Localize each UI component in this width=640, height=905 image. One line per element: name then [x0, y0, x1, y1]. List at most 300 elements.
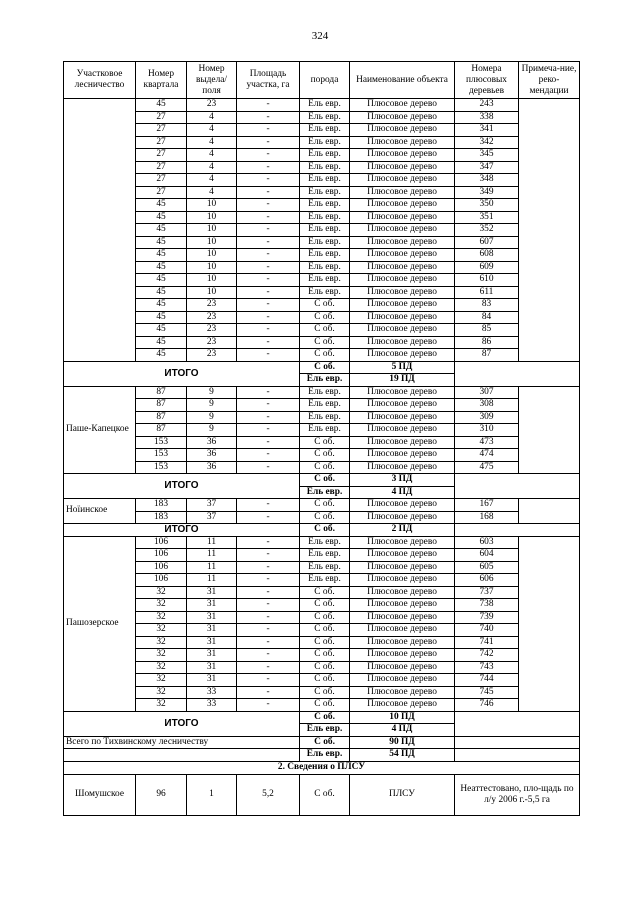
species-cell: Ель евр. [300, 549, 350, 562]
species-cell: Ель евр. [300, 186, 350, 199]
plot-cell: 31 [187, 636, 237, 649]
tree-number-cell: 610 [455, 274, 519, 287]
area-cell: - [237, 386, 300, 399]
area-cell: - [237, 136, 300, 149]
object-cell: Плюсовое дерево [350, 436, 455, 449]
tree-number-cell: 168 [455, 511, 519, 524]
tree-number-cell: 86 [455, 336, 519, 349]
table-row [64, 661, 580, 674]
species-cell: С об. [300, 349, 350, 362]
quarter-cell: 45 [136, 99, 187, 112]
species-cell: Ель евр. [300, 536, 350, 549]
tree-number-cell: 737 [455, 586, 519, 599]
plot-cell: 31 [187, 599, 237, 612]
table-row [64, 624, 580, 637]
species-cell: С об. [300, 611, 350, 624]
plot-cell: 11 [187, 574, 237, 587]
plot-cell: 36 [187, 436, 237, 449]
plot-cell: 33 [187, 699, 237, 712]
area-cell: - [237, 411, 300, 424]
object-cell: Плюсовое дерево [350, 649, 455, 662]
total-row [64, 361, 580, 374]
plot-cell: 31 [187, 586, 237, 599]
quarter-cell: 27 [136, 186, 187, 199]
quarter-cell: 32 [136, 649, 187, 662]
grand-total-row [64, 749, 580, 762]
object-cell: Плюсовое дерево [350, 661, 455, 674]
species-cell: Ель евр. [300, 211, 350, 224]
species-cell: Ель евр. [300, 561, 350, 574]
table-row [64, 161, 580, 174]
tree-number-cell: 604 [455, 549, 519, 562]
quarter-cell: 45 [136, 311, 187, 324]
species-cell: С об. [300, 674, 350, 687]
species-cell: Ель евр. [300, 274, 350, 287]
object-cell: Плюсовое дерево [350, 386, 455, 399]
tree-number-cell: 746 [455, 699, 519, 712]
object-cell: Плюсовое дерево [350, 149, 455, 162]
species-cell: Ель евр. [300, 386, 350, 399]
area-cell: - [237, 149, 300, 162]
plot-cell: 11 [187, 536, 237, 549]
header-quarter: Номер квартала [136, 62, 187, 99]
tree-number-cell: 345 [455, 149, 519, 162]
species-cell: Ель евр. [300, 224, 350, 237]
area-cell: - [237, 599, 300, 612]
species-cell: С об. [300, 436, 350, 449]
quarter-cell: 45 [136, 199, 187, 212]
area-cell: - [237, 299, 300, 312]
species-cell: С об. [300, 511, 350, 524]
object-cell: Плюсовое дерево [350, 186, 455, 199]
total-empty-cell [455, 524, 580, 537]
area-cell: - [237, 349, 300, 362]
plot-cell: 10 [187, 199, 237, 212]
area-cell: - [237, 661, 300, 674]
species-cell: Ель евр. [300, 261, 350, 274]
species-cell: Ель евр. [300, 149, 350, 162]
area-cell: - [237, 324, 300, 337]
tree-number-cell: 308 [455, 399, 519, 412]
tree-number-cell: 85 [455, 324, 519, 337]
total-count-cell: 19 ПД [350, 374, 455, 387]
section2-title: 2. Сведения о ПЛСУ [64, 761, 580, 774]
header-species: порода [300, 62, 350, 99]
plot-cell: 11 [187, 549, 237, 562]
total-row [64, 474, 580, 487]
tree-number-cell: 607 [455, 236, 519, 249]
table-body [64, 99, 580, 816]
quarter-cell: 45 [136, 299, 187, 312]
area-cell: - [237, 186, 300, 199]
total-empty-cell [455, 361, 580, 386]
area-cell: - [237, 511, 300, 524]
tree-number-cell: 350 [455, 199, 519, 212]
object-cell: Плюсовое дерево [350, 286, 455, 299]
species-cell: Ель евр. [300, 136, 350, 149]
area-cell: - [237, 286, 300, 299]
total-count-cell: 5 ПД [350, 361, 455, 374]
species-cell: С об. [300, 599, 350, 612]
quarter-cell: 45 [136, 211, 187, 224]
species-cell: Ель евр. [300, 161, 350, 174]
tree-number-cell: 475 [455, 461, 519, 474]
quarter-cell: 45 [136, 336, 187, 349]
plot-cell: 10 [187, 274, 237, 287]
object-cell: Плюсовое дерево [350, 324, 455, 337]
object-cell: Плюсовое дерево [350, 424, 455, 437]
species-cell: С об. [300, 324, 350, 337]
object-cell: Плюсовое дерево [350, 211, 455, 224]
species-cell: С об. [300, 699, 350, 712]
species-cell: С об. [300, 686, 350, 699]
quarter-cell: 106 [136, 574, 187, 587]
plot-cell: 4 [187, 149, 237, 162]
quarter-cell: 32 [136, 624, 187, 637]
species-cell: Ель евр. [300, 249, 350, 262]
grand-total-row [64, 736, 580, 749]
tree-number-cell: 611 [455, 286, 519, 299]
total-species-cell: Ель евр. [300, 724, 350, 737]
quarter-cell: 183 [136, 511, 187, 524]
table-row [64, 124, 580, 137]
tree-number-cell: 606 [455, 574, 519, 587]
object-cell: Плюсовое дерево [350, 536, 455, 549]
table-row [64, 686, 580, 699]
table-row [64, 149, 580, 162]
forestry-name-cell: Ноїинское [64, 499, 136, 524]
area-cell: - [237, 499, 300, 512]
plot-cell: 10 [187, 211, 237, 224]
area-cell: - [237, 174, 300, 187]
total-count-cell: 4 ПД [350, 724, 455, 737]
forestry-name-cell: Паше-Капецкое [64, 386, 136, 474]
grand-total-empty-cell [64, 749, 300, 762]
quarter-cell: 27 [136, 124, 187, 137]
object-cell: Плюсовое дерево [350, 499, 455, 512]
grand-total-species-cell: С об. [300, 736, 350, 749]
table-row [64, 136, 580, 149]
quarter-cell: 32 [136, 661, 187, 674]
area-cell: - [237, 574, 300, 587]
species-cell: С об. [300, 336, 350, 349]
plot-cell: 10 [187, 286, 237, 299]
tree-number-cell: 738 [455, 599, 519, 612]
area-cell: - [237, 311, 300, 324]
table-row [64, 449, 580, 462]
object-cell: Плюсовое дерево [350, 461, 455, 474]
table-row [64, 286, 580, 299]
quarter-cell: 45 [136, 274, 187, 287]
quarter-cell: 45 [136, 249, 187, 262]
table-row [64, 586, 580, 599]
plot-cell: 4 [187, 186, 237, 199]
species-cell: Ель евр. [300, 124, 350, 137]
plot-cell: 36 [187, 461, 237, 474]
area-cell: - [237, 674, 300, 687]
plot-cell: 4 [187, 136, 237, 149]
tree-number-cell: 743 [455, 661, 519, 674]
area-cell: - [237, 336, 300, 349]
plot-cell: 4 [187, 111, 237, 124]
plsu-forestry-cell: Шомушское [64, 774, 136, 815]
area-cell: - [237, 436, 300, 449]
species-cell: С об. [300, 461, 350, 474]
area-cell: - [237, 99, 300, 112]
tree-number-cell: 347 [455, 161, 519, 174]
tree-number-cell: 87 [455, 349, 519, 362]
plot-cell: 4 [187, 174, 237, 187]
area-cell: - [237, 161, 300, 174]
plot-cell: 23 [187, 324, 237, 337]
object-cell: Плюсовое дерево [350, 574, 455, 587]
tree-number-cell: 338 [455, 111, 519, 124]
area-cell: - [237, 424, 300, 437]
area-cell: - [237, 461, 300, 474]
quarter-cell: 45 [136, 324, 187, 337]
object-cell: Плюсовое дерево [350, 224, 455, 237]
tree-number-cell: 167 [455, 499, 519, 512]
total-count-cell: 2 ПД [350, 524, 455, 537]
forestry-name-cell [64, 99, 136, 362]
table-row [64, 299, 580, 312]
grand-total-count-cell: 90 ПД [350, 736, 455, 749]
quarter-cell: 27 [136, 161, 187, 174]
object-cell: Плюсовое дерево [350, 99, 455, 112]
object-cell: Плюсовое дерево [350, 561, 455, 574]
tree-number-cell: 341 [455, 124, 519, 137]
area-cell: - [237, 211, 300, 224]
table-row [64, 424, 580, 437]
area-cell: - [237, 261, 300, 274]
table-row [64, 224, 580, 237]
species-cell: Ель евр. [300, 199, 350, 212]
grand-total-empty-cell [455, 749, 580, 762]
object-cell: Плюсовое дерево [350, 624, 455, 637]
tree-number-cell: 745 [455, 686, 519, 699]
itogo-label: ИТОГО [64, 711, 300, 736]
quarter-cell: 27 [136, 174, 187, 187]
table-row [64, 99, 580, 112]
quarter-cell: 153 [136, 449, 187, 462]
quarter-cell: 87 [136, 399, 187, 412]
header-plot: Номер выдела/ поля [187, 62, 237, 99]
plot-cell: 4 [187, 161, 237, 174]
object-cell: Плюсовое дерево [350, 236, 455, 249]
quarter-cell: 32 [136, 686, 187, 699]
species-cell: С об. [300, 299, 350, 312]
tree-number-cell: 740 [455, 624, 519, 637]
quarter-cell: 87 [136, 386, 187, 399]
object-cell: Плюсовое дерево [350, 299, 455, 312]
object-cell: Плюсовое дерево [350, 411, 455, 424]
table-row [64, 386, 580, 399]
table-row [64, 674, 580, 687]
species-cell: Ель евр. [300, 424, 350, 437]
table-row [64, 599, 580, 612]
page-number: 324 [311, 30, 329, 42]
header-area: Площадь участка, га [237, 62, 300, 99]
object-cell: Плюсовое дерево [350, 449, 455, 462]
table-row [64, 436, 580, 449]
plot-cell: 9 [187, 424, 237, 437]
plot-cell: 31 [187, 674, 237, 687]
tree-number-cell: 474 [455, 449, 519, 462]
tree-number-cell: 309 [455, 411, 519, 424]
tree-number-cell: 603 [455, 536, 519, 549]
area-cell: - [237, 111, 300, 124]
plsu-quarter-cell: 96 [136, 774, 187, 815]
total-count-cell: 3 ПД [350, 474, 455, 487]
plsu-area-cell: 5,2 [237, 774, 300, 815]
species-cell: Ель евр. [300, 174, 350, 187]
tree-number-cell: 310 [455, 424, 519, 437]
area-cell: - [237, 399, 300, 412]
object-cell: Плюсовое дерево [350, 511, 455, 524]
plot-cell: 10 [187, 236, 237, 249]
tree-number-cell: 608 [455, 249, 519, 262]
object-cell: Плюсовое дерево [350, 636, 455, 649]
species-cell: С об. [300, 649, 350, 662]
object-cell: Плюсовое дерево [350, 549, 455, 562]
species-cell: С об. [300, 311, 350, 324]
total-species-cell: С об. [300, 524, 350, 537]
plsu-note-cell: Неаттестовано, пло-щадь по л/у 2006 г.-5,5 га [455, 774, 580, 815]
species-cell: С об. [300, 449, 350, 462]
plot-cell: 9 [187, 386, 237, 399]
total-empty-cell [455, 711, 580, 736]
grand-total-empty-cell [455, 736, 580, 749]
plot-cell: 11 [187, 561, 237, 574]
table-row [64, 399, 580, 412]
quarter-cell: 153 [136, 436, 187, 449]
total-row [64, 711, 580, 724]
notes-cell [519, 536, 580, 711]
plot-cell: 33 [187, 686, 237, 699]
total-empty-cell [455, 474, 580, 499]
table-row [64, 324, 580, 337]
total-count-cell: 4 ПД [350, 486, 455, 499]
quarter-cell: 32 [136, 636, 187, 649]
tree-number-cell: 742 [455, 649, 519, 662]
plot-cell: 10 [187, 261, 237, 274]
quarter-cell: 45 [136, 236, 187, 249]
plot-cell: 36 [187, 449, 237, 462]
area-cell: - [237, 699, 300, 712]
object-cell: Плюсовое дерево [350, 674, 455, 687]
tree-number-cell: 741 [455, 636, 519, 649]
table-row [64, 199, 580, 212]
table-row [64, 211, 580, 224]
area-cell: - [237, 549, 300, 562]
table-row [64, 311, 580, 324]
plot-cell: 37 [187, 499, 237, 512]
quarter-cell: 45 [136, 286, 187, 299]
tree-number-cell: 739 [455, 611, 519, 624]
total-row [64, 524, 580, 537]
object-cell: Плюсовое дерево [350, 311, 455, 324]
table-row [64, 511, 580, 524]
species-cell: Ель евр. [300, 99, 350, 112]
object-cell: Плюсовое дерево [350, 599, 455, 612]
object-cell: Плюсовое дерево [350, 586, 455, 599]
object-cell: Плюсовое дерево [350, 349, 455, 362]
section-title-row [64, 761, 580, 774]
plot-cell: 31 [187, 624, 237, 637]
tree-number-cell: 605 [455, 561, 519, 574]
plot-cell: 23 [187, 349, 237, 362]
table-row [64, 111, 580, 124]
table-row [64, 236, 580, 249]
table-row [64, 699, 580, 712]
species-cell: С об. [300, 624, 350, 637]
object-cell: Плюсовое дерево [350, 161, 455, 174]
table-row [64, 411, 580, 424]
species-cell: С об. [300, 661, 350, 674]
quarter-cell: 87 [136, 411, 187, 424]
tree-number-cell: 352 [455, 224, 519, 237]
object-cell: Плюсовое дерево [350, 136, 455, 149]
plot-cell: 23 [187, 336, 237, 349]
quarter-cell: 106 [136, 536, 187, 549]
quarter-cell: 45 [136, 224, 187, 237]
table-row [64, 636, 580, 649]
quarter-cell: 87 [136, 424, 187, 437]
object-cell: Плюсовое дерево [350, 174, 455, 187]
plot-cell: 37 [187, 511, 237, 524]
table-row [64, 261, 580, 274]
object-cell: Плюсовое дерево [350, 399, 455, 412]
quarter-cell: 106 [136, 561, 187, 574]
plus-trees-table [63, 61, 580, 816]
tree-number-cell: 342 [455, 136, 519, 149]
area-cell: - [237, 649, 300, 662]
table-row [64, 461, 580, 474]
table-row [64, 499, 580, 512]
header-forestry: Участковое лесничество [64, 62, 136, 99]
object-cell: Плюсовое дерево [350, 699, 455, 712]
table-row [64, 536, 580, 549]
area-cell: - [237, 686, 300, 699]
quarter-cell: 45 [136, 261, 187, 274]
tree-number-cell: 609 [455, 261, 519, 274]
header-trees: Номера плюсовых деревьев [455, 62, 519, 99]
area-cell: - [237, 586, 300, 599]
plot-cell: 4 [187, 124, 237, 137]
plsu-species-cell: С об. [300, 774, 350, 815]
plot-cell: 31 [187, 649, 237, 662]
table-row [64, 349, 580, 362]
plot-cell: 23 [187, 299, 237, 312]
plot-cell: 31 [187, 661, 237, 674]
species-cell: Ель евр. [300, 286, 350, 299]
quarter-cell: 32 [136, 599, 187, 612]
header-notes: Примеча-ние, реко-мендации [519, 62, 580, 99]
tree-number-cell: 307 [455, 386, 519, 399]
area-cell: - [237, 449, 300, 462]
table-row [64, 611, 580, 624]
itogo-label: ИТОГО [64, 361, 300, 386]
quarter-cell: 32 [136, 674, 187, 687]
total-species-cell: С об. [300, 361, 350, 374]
plot-cell: 9 [187, 411, 237, 424]
area-cell: - [237, 636, 300, 649]
table-row [64, 649, 580, 662]
object-cell: Плюсовое дерево [350, 274, 455, 287]
tree-number-cell: 83 [455, 299, 519, 312]
table-header-row [64, 62, 580, 99]
area-cell: - [237, 249, 300, 262]
